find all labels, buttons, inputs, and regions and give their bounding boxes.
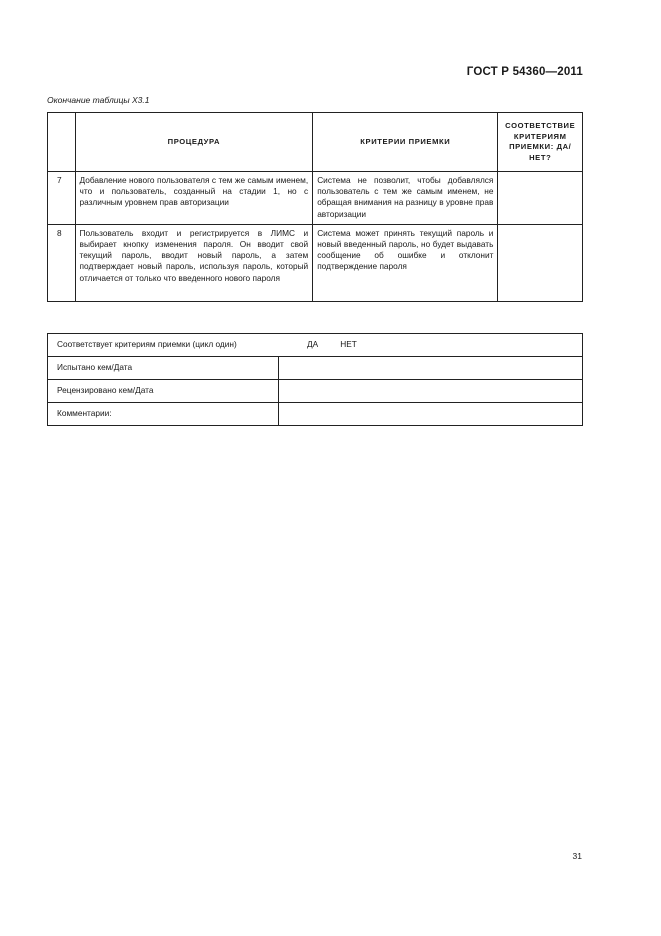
table-row	[48, 224, 583, 301]
criteria-cell: Система не позволит, чтобы добавлялся пользователь с тем же самым именем, не обращая внимания на разницу в уровне прав авторизации	[313, 172, 498, 225]
signoff-table	[47, 333, 583, 426]
reviewed-by-value	[279, 380, 583, 403]
column-header-number	[48, 113, 76, 172]
match-cell	[498, 172, 583, 225]
standard-number: ГОСТ Р 54360—2011	[466, 66, 583, 78]
column-header-procedure: ПРОЦЕДУРА	[75, 113, 313, 172]
tested-by-label: Испытано кем/Дата	[48, 357, 279, 380]
match-cell	[498, 224, 583, 301]
table-header-row	[48, 113, 583, 172]
comments-row	[48, 403, 583, 426]
comments-value	[279, 403, 583, 426]
criteria-cell: Система может принять текущий пароль и новый введенный пароль, но будет выдавать сообщение об ошибке и отклонит подтверждение пароля	[313, 224, 498, 301]
procedure-table	[47, 112, 583, 302]
table-caption: Окончание таблицы Х3.1	[47, 95, 150, 105]
acceptance-label: Соответствует критериям приемки (цикл один)	[57, 339, 237, 350]
yes-option: ДА	[307, 339, 319, 350]
acceptance-cell	[48, 334, 583, 357]
reviewed-by-label: Рецензировано кем/Дата	[48, 380, 279, 403]
procedure-cell: Добавление нового пользователя с тем же самым именем, что и пользователь, созданный на стадии 1, но с различным уровнем прав авторизации	[75, 172, 313, 225]
yes-no-options	[307, 339, 357, 350]
tested-row	[48, 357, 583, 380]
table-row	[48, 172, 583, 225]
row-number: 8	[48, 224, 76, 301]
tested-by-value	[279, 357, 583, 380]
column-header-criteria: КРИТЕРИИ ПРИЕМКИ	[313, 113, 498, 172]
acceptance-row	[48, 334, 583, 357]
procedure-cell: Пользователь входит и регистрируется в ЛИМС и выбирает кнопку изменения пароля. Он вводит свой текущий пароль, вводит новый пароль, а затем подтверждает новый пароль, используя пароль, который отличается от только что введенного нового пароля	[75, 224, 313, 301]
no-option: НЕТ	[340, 339, 357, 350]
reviewed-row	[48, 380, 583, 403]
comments-label: Комментарии:	[48, 403, 279, 426]
row-number: 7	[48, 172, 76, 225]
column-header-match: СООТВЕТСТВИЕ КРИТЕРИЯМ ПРИЕМКИ: ДА/НЕТ?	[498, 113, 583, 172]
page-number: 31	[572, 851, 582, 861]
